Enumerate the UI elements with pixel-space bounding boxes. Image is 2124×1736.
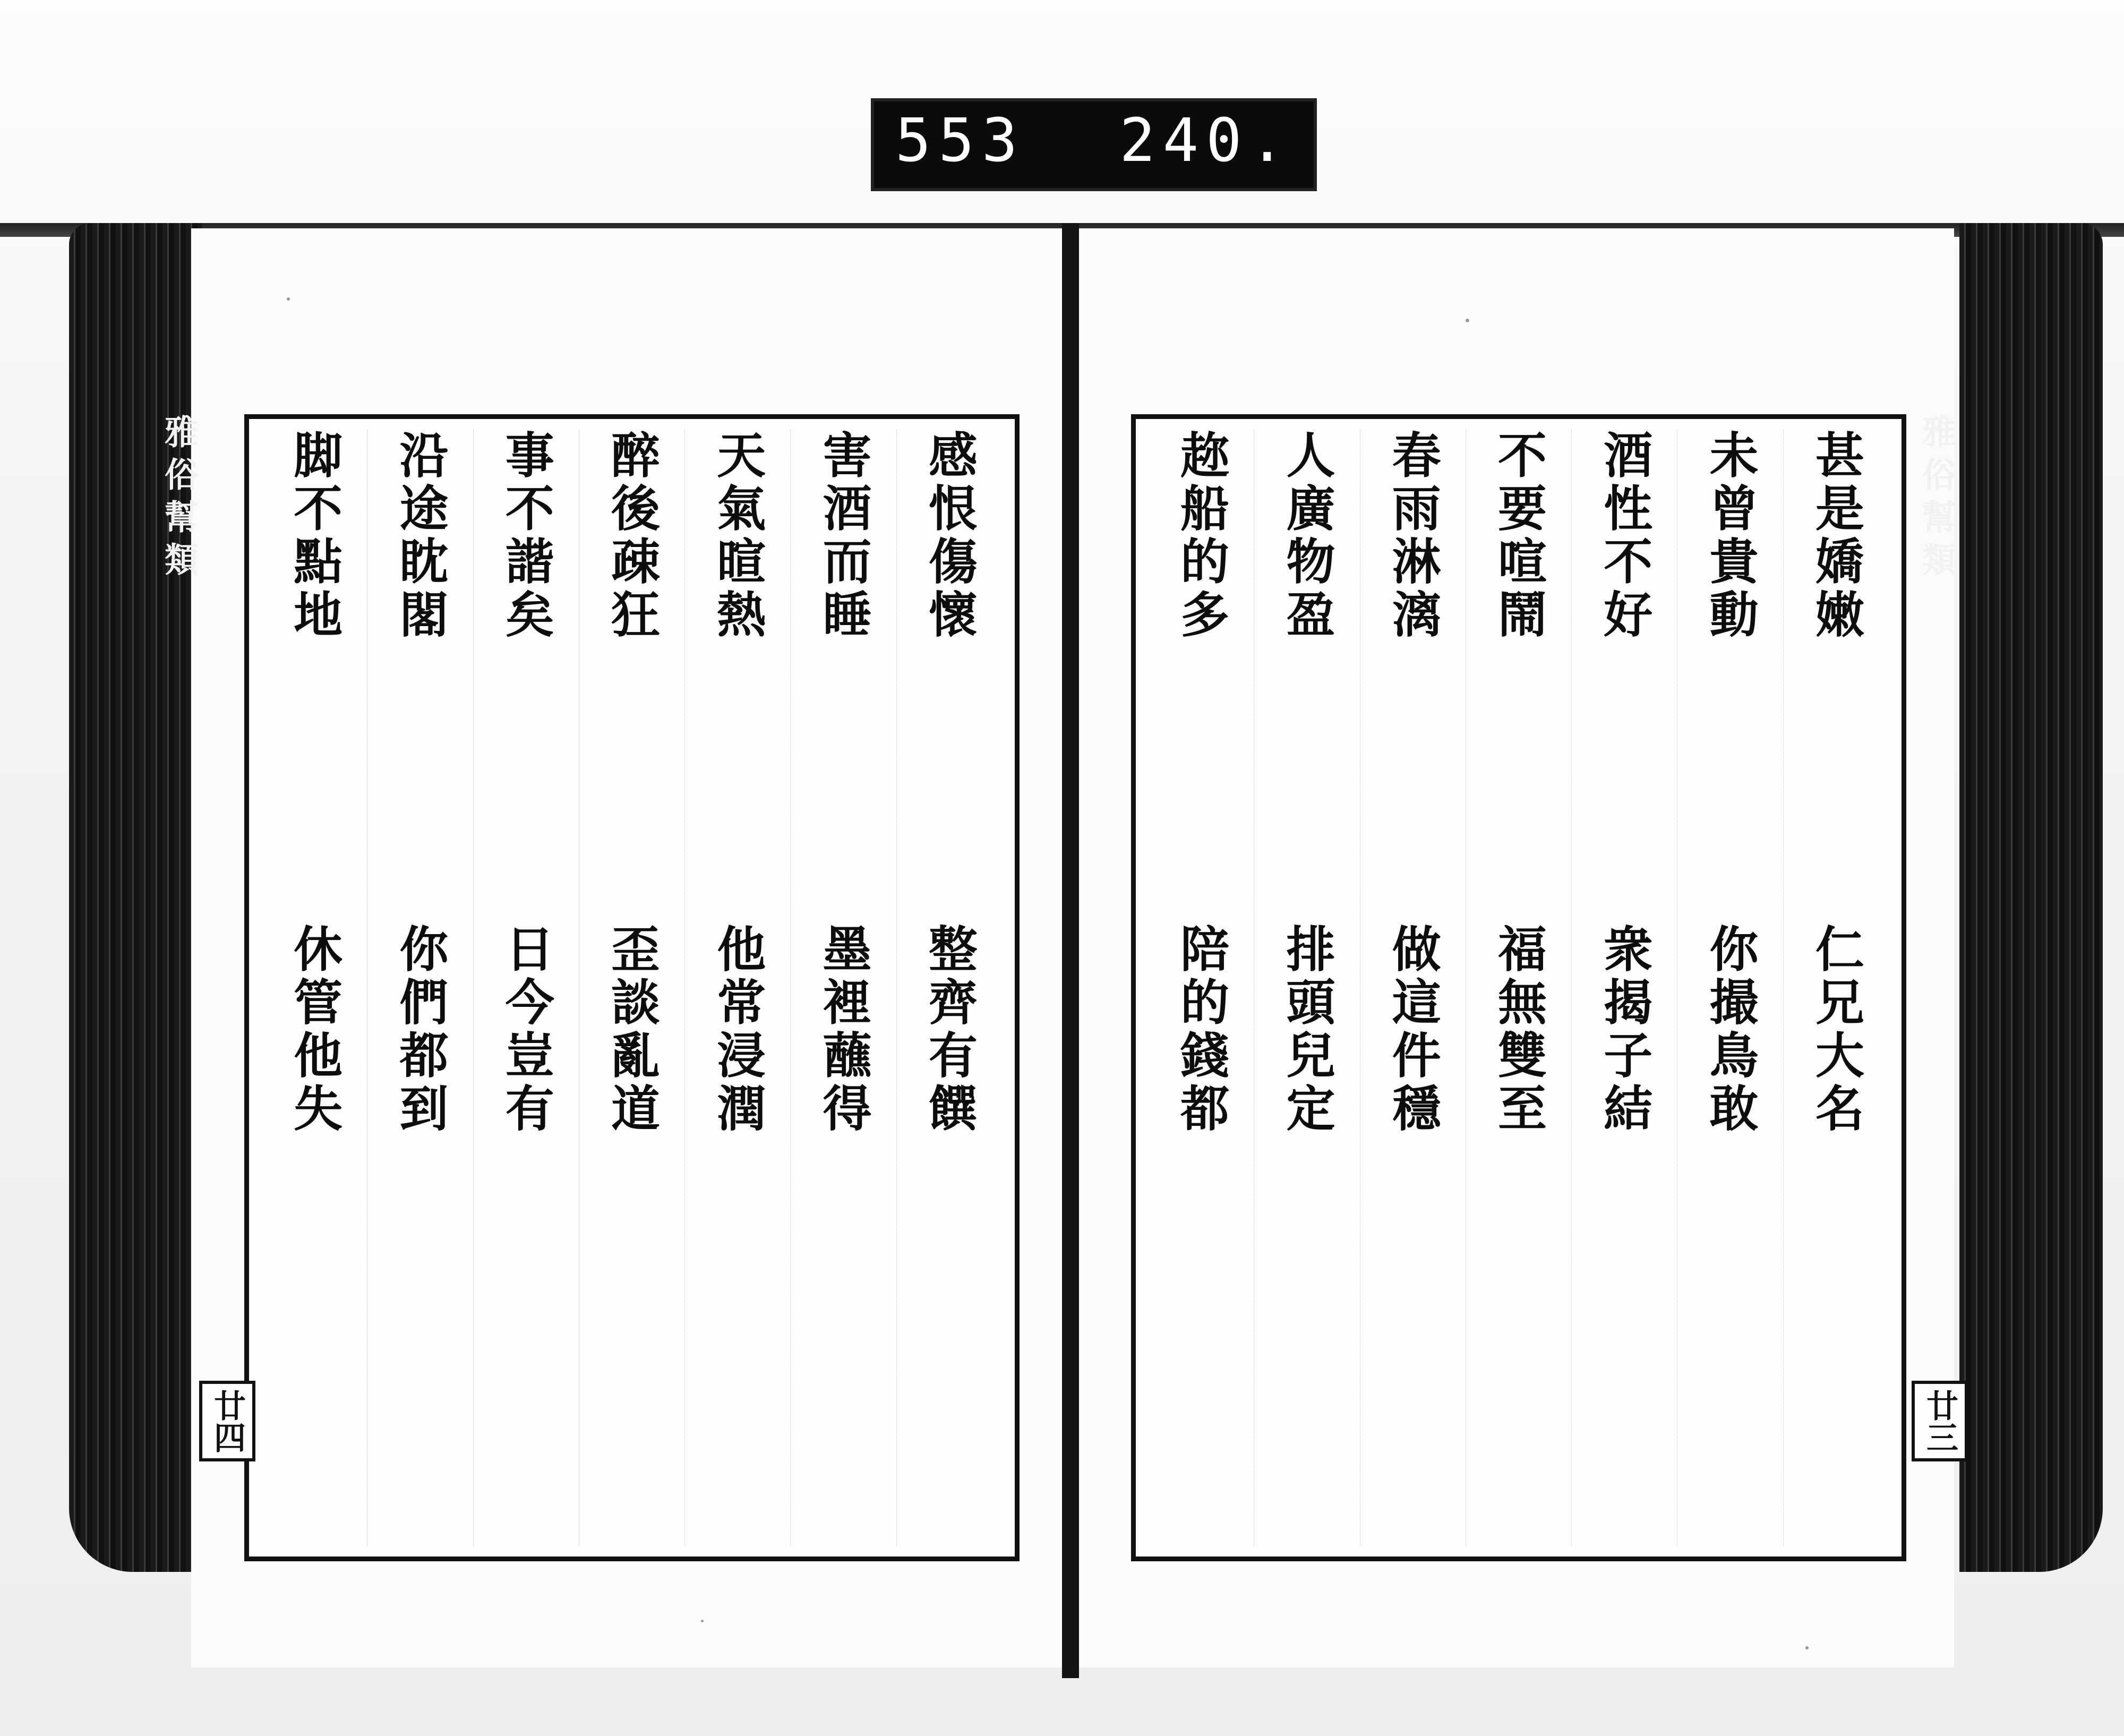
scan-speck: [1805, 1646, 1809, 1649]
phrase-bottom: 墨裡蘸得: [815, 923, 872, 1136]
phrase-bottom: 衆揭子結: [1596, 923, 1654, 1136]
right-text-frame: [1131, 414, 1906, 1561]
text-column: [896, 430, 1002, 1546]
phrase-top: 沿途眈閣: [391, 430, 449, 642]
text-column: [1466, 430, 1571, 1546]
left-folio-number: 廿四: [199, 1381, 255, 1461]
text-column: [367, 430, 473, 1546]
phrase-top: 不要喧鬧: [1490, 430, 1548, 642]
phrase-bottom: 仁兄大名: [1807, 923, 1865, 1136]
text-column: [473, 430, 579, 1546]
scan-speck: [287, 297, 290, 301]
phrase-top: 醉後疎狂: [603, 430, 661, 642]
text-column: [790, 430, 896, 1546]
reel-number-right: 240.: [1119, 106, 1292, 175]
phrase-top: 人廣物盈: [1278, 430, 1336, 642]
text-column: [262, 430, 367, 1546]
phrase-top: 甚是嬌嫩: [1807, 430, 1865, 642]
phrase-top: 害酒而睡: [815, 430, 872, 642]
left-page-title: 雅俗幫類: [159, 414, 199, 584]
text-column: [1149, 430, 1254, 1546]
phrase-top: 事不諧矣: [497, 430, 555, 642]
phrase-top: 脚不點地: [286, 430, 344, 642]
phrase-top: 天氣暄熱: [709, 430, 767, 642]
phrase-bottom: 福無雙至: [1490, 923, 1548, 1136]
text-column: [1783, 430, 1889, 1546]
text-column: [579, 430, 684, 1546]
text-column: [1360, 430, 1466, 1546]
phrase-bottom: 排頭兒定: [1278, 923, 1336, 1136]
scan-speck: [701, 1620, 704, 1622]
phrase-bottom: 整齊有饌: [920, 923, 978, 1136]
phrase-bottom: 他常浸潤: [709, 923, 767, 1136]
phrase-top: 感恨傷懷: [920, 430, 978, 642]
reel-number-plate: [871, 98, 1317, 191]
phrase-top: 春雨淋漓: [1384, 430, 1442, 642]
left-text-frame: [244, 414, 1020, 1561]
phrase-top: 酒性不好: [1596, 430, 1654, 642]
scan-speck: [1466, 319, 1469, 322]
phrase-bottom: 歪談亂道: [603, 923, 661, 1136]
phrase-bottom: 做這件穩: [1384, 923, 1442, 1136]
phrase-top: 未曾貴動: [1701, 430, 1759, 642]
text-column: [1677, 430, 1783, 1546]
phrase-top: 趂船的多: [1172, 430, 1230, 642]
text-column: [1254, 430, 1359, 1546]
phrase-bottom: 休管他失: [286, 923, 344, 1136]
right-page-title: 雅俗幫類: [1916, 414, 1956, 584]
text-column: [684, 430, 790, 1546]
right-fore-edge: [1959, 223, 2103, 1572]
phrase-bottom: 你撮鳥敢: [1701, 923, 1759, 1136]
phrase-bottom: 你們都到: [391, 923, 449, 1136]
phrase-bottom: 日今豈有: [497, 923, 555, 1136]
book-gutter: [1062, 223, 1079, 1678]
phrase-bottom: 陪的錢都: [1172, 923, 1230, 1136]
right-folio-number: 廿三: [1912, 1381, 1968, 1461]
reel-number-left: 553: [895, 106, 1025, 175]
text-column: [1571, 430, 1677, 1546]
